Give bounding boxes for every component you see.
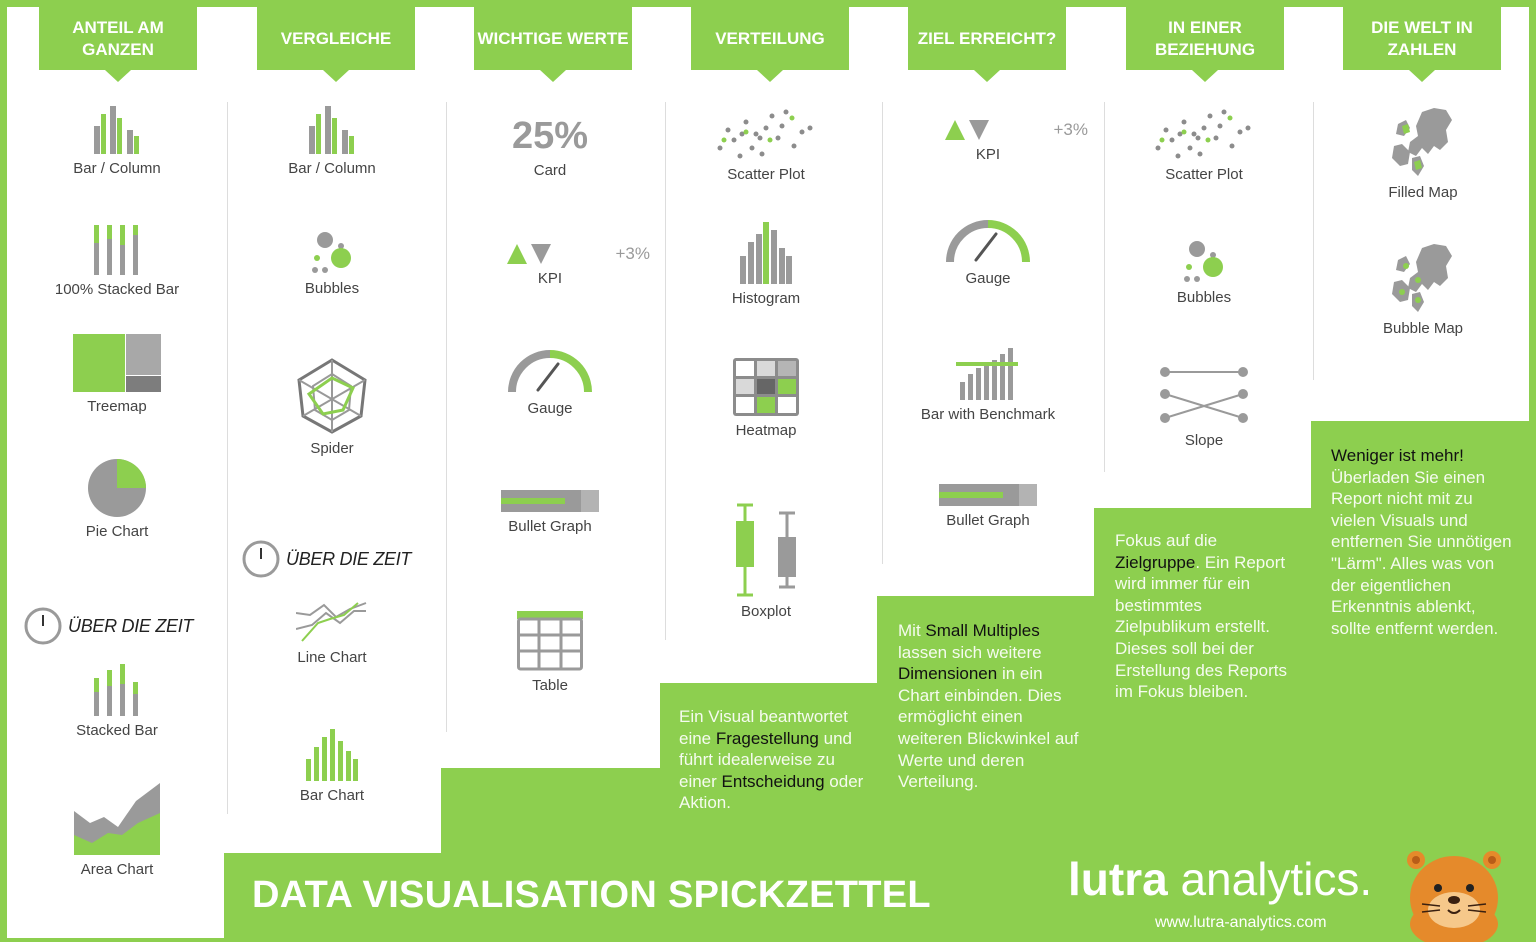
item-table (450, 611, 650, 694)
area-chart-icon (74, 783, 160, 855)
item-label: Stacked Bar (76, 722, 158, 739)
item-area-chart (17, 783, 217, 878)
boxplot-icon (733, 503, 799, 597)
item-label: KPI (537, 270, 563, 287)
item-label: Bubbles (1176, 289, 1232, 306)
gauge-icon (944, 218, 1032, 264)
kpi-value: +3% (1053, 120, 1088, 139)
header-wichtige-werte: WICHTIGE WERTE (474, 7, 632, 70)
item-label: Bar Chart (299, 787, 365, 804)
tip-fragestellung (679, 706, 869, 814)
scatter-plot-icon (716, 108, 816, 160)
heatmap-icon (733, 358, 799, 416)
item-spider (232, 358, 432, 457)
header-ziel-erreicht: ZIEL ERREICHT? (908, 7, 1066, 70)
item-bullet-graph (888, 484, 1088, 529)
item-label: Bar / Column (288, 160, 376, 177)
item-label: Bar / Column (73, 160, 161, 177)
bullet-graph-icon (939, 484, 1037, 506)
item-label: Scatter Plot (1165, 166, 1243, 183)
item-label: Bullet Graph (508, 518, 592, 535)
item-bar-column (17, 106, 217, 177)
header-beziehung: IN EINER BEZIEHUNG (1126, 7, 1284, 70)
gauge-icon (506, 348, 594, 394)
bar-with-benchmark-icon (956, 348, 1020, 400)
bullet-graph-icon (501, 490, 599, 512)
tip-highlight: Weniger ist mehr! (1331, 446, 1464, 465)
ueber-die-zeit-2 (242, 540, 411, 578)
item-label: Table (532, 677, 568, 694)
item-label: Boxplot (740, 603, 792, 620)
tip-highlight: Small Multiples (925, 621, 1040, 640)
tip-text: lassen sich weitere (898, 642, 1042, 662)
item-filled-map (1323, 106, 1523, 201)
separator (1313, 102, 1314, 380)
item-histogram (666, 222, 866, 307)
item-pie-chart (17, 459, 217, 540)
bubbles-icon (1183, 241, 1225, 283)
item-scatter-plot (666, 108, 866, 183)
otter-mascot-icon (1402, 848, 1504, 942)
item-bubbles (1104, 241, 1304, 306)
tip-text: Ein Visual beantwortet eine (679, 707, 848, 748)
separator (446, 102, 447, 732)
stacked-100-bar-icon (94, 225, 140, 275)
bar-column-icon (94, 106, 140, 154)
header-welt: DIE WELT IN ZAHLEN (1343, 7, 1501, 70)
item-label: KPI (975, 146, 1001, 163)
tip-small-multiples (898, 620, 1084, 793)
zeit-label: ÜBER DIE ZEIT (68, 615, 194, 636)
pie-chart-icon (88, 459, 146, 517)
item-label: Spider (310, 440, 354, 457)
tip-weniger-ist-mehr (1331, 445, 1517, 639)
tip-highlight: Fragestellung (715, 728, 819, 748)
item-bar-with-benchmark (888, 348, 1088, 423)
bar-column-icon (309, 106, 355, 154)
item-label: Scatter Plot (727, 166, 805, 183)
item-label: Slope (1184, 432, 1224, 449)
kpi-arrows-icon (945, 120, 989, 140)
stacked-bar-icon (94, 664, 140, 716)
header-vergleiche: VERGLEICHE (257, 7, 415, 70)
item-kpi (888, 120, 1088, 163)
tip-text: . Ein Report wird immer für ein bestimmtes Zielpublikum erstellt. Dieses soll bei der Erstellung des Reports im Fokus bleiben. (1115, 552, 1287, 702)
tip-highlight: Entscheidung (721, 771, 825, 791)
item-boxplot (666, 503, 866, 620)
item-label: Bubble Map (1382, 320, 1464, 337)
item-gauge (450, 348, 650, 417)
item-bullet-graph (450, 490, 650, 535)
tip-zielgruppe (1115, 530, 1291, 703)
item-label: Card (533, 162, 567, 179)
clock-icon (242, 540, 280, 578)
item-card (450, 116, 650, 179)
bar-chart-icon (306, 729, 358, 781)
tip-highlight: Zielgruppe (1115, 552, 1196, 572)
tip-text: Mit (898, 621, 926, 640)
item-bubbles (232, 232, 432, 297)
tip-text: Fokus auf die (1115, 531, 1218, 550)
kpi-arrows-icon (507, 244, 551, 264)
brand-url: www.lutra-analytics.com (1155, 914, 1327, 931)
tip-highlight: Dimensionen (898, 664, 998, 684)
separator (882, 102, 883, 564)
zeit-label: ÜBER DIE ZEIT (286, 548, 412, 569)
tip-text: oder Aktion. (679, 771, 864, 813)
item-label: Bubbles (304, 280, 360, 297)
item-bar-column (232, 106, 432, 177)
item-heatmap (666, 358, 866, 439)
item-kpi (450, 244, 650, 287)
slope-icon (1159, 366, 1249, 426)
item-gauge (888, 218, 1088, 287)
bubbles-icon (311, 232, 353, 274)
item-label: Line Chart (297, 649, 367, 666)
line-chart-icon (296, 601, 368, 643)
item-bar-chart (232, 729, 432, 804)
header-verteilung: VERTEILUNG (691, 7, 849, 70)
scatter-plot-icon (1154, 108, 1254, 160)
brand-name-rest: analytics. (1167, 853, 1373, 905)
item-label: Pie Chart (85, 523, 149, 540)
kpi-value: +3% (615, 244, 650, 263)
item-label: Bullet Graph (946, 512, 1030, 529)
item-label: Gauge (965, 270, 1011, 287)
item-label: Heatmap (735, 422, 797, 439)
histogram-icon (740, 222, 792, 284)
bubble-map-icon (1388, 242, 1458, 314)
item-line-chart (232, 601, 432, 666)
brand-name-bold: lutra (1068, 853, 1168, 905)
spider-icon (293, 358, 371, 434)
item-100-stacked-bar (17, 225, 217, 298)
brand-logo-text (1068, 852, 1372, 906)
item-treemap (17, 334, 217, 415)
treemap-icon (73, 334, 161, 392)
item-slope (1104, 366, 1304, 449)
item-label: Gauge (527, 400, 573, 417)
filled-map-icon (1388, 106, 1458, 178)
item-label: 100% Stacked Bar (54, 281, 180, 298)
item-stacked-bar (17, 664, 217, 739)
separator (227, 102, 228, 814)
clock-icon (24, 607, 62, 645)
tip-text: und führt idealerweise zu einer (679, 728, 852, 791)
item-scatter-plot (1104, 108, 1304, 183)
item-label: Histogram (731, 290, 801, 307)
header-anteil: ANTEIL AM GANZEN (39, 7, 197, 70)
item-label: Area Chart (80, 861, 154, 878)
page-title: DATA VISUALISATION SPICKZETTEL (252, 874, 931, 916)
card-value: 25% (511, 115, 589, 157)
item-bubble-map (1323, 242, 1523, 337)
ueber-die-zeit-1 (24, 607, 193, 645)
item-label: Filled Map (1388, 184, 1458, 201)
item-label: Treemap (87, 398, 147, 415)
item-label: Bar with Benchmark (920, 406, 1056, 423)
table-icon (517, 611, 583, 671)
tip-text: in ein Chart einbinden. Dies ermöglicht einen weiteren Blickwinkel auf Werte und deren Verteilung. (898, 664, 1079, 792)
tip-text: Überladen Sie einen Report nicht mit zu vielen Visuals und entfernen Sie unnötigen "Lärm". Alles was von der eigentlichen Erkenntnis ablenkt, sollte entfernt werden. (1331, 467, 1512, 638)
